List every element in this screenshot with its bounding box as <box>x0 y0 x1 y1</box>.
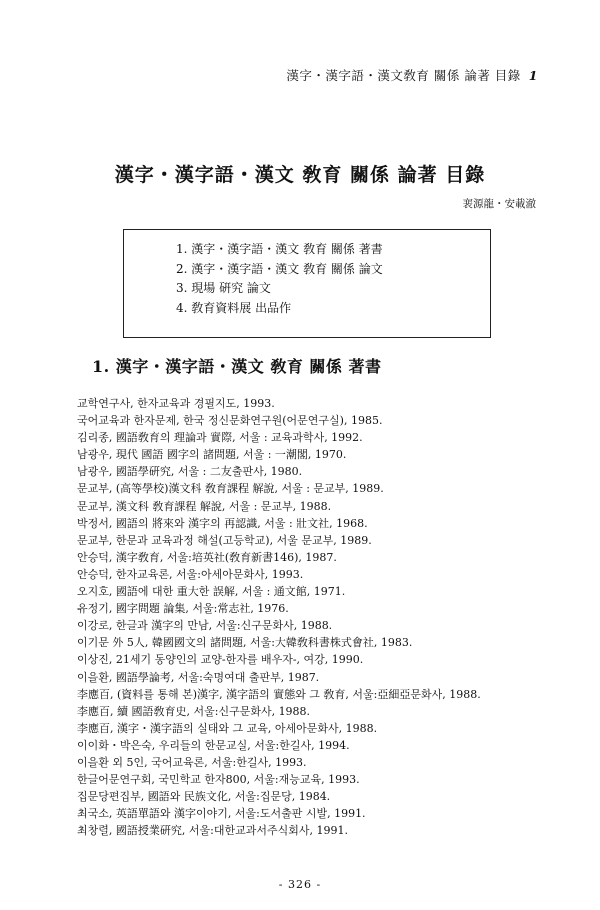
reference-item: 이을환 외 5인, 국어교육론, 서울:한길사, 1993. <box>77 755 307 769</box>
reference-item: 최국소, 英語單語와 漢字이야기, 서울:도서출판 시발, 1991. <box>77 807 366 821</box>
reference-item: 집문당편집부, 國語와 民族文化, 서울:집문당, 1984. <box>77 790 331 804</box>
table-of-contents-box <box>123 229 491 338</box>
reference-item: 이강로, 한글과 漢字의 만남, 서울:신구문화사, 1988. <box>77 619 333 633</box>
reference-item: 李應百, (資料를 통해 본)漢字, 漢字語의 實態와 그 敎育, 서울:亞細亞문화사, 1988. <box>77 687 481 701</box>
running-head <box>286 66 538 84</box>
reference-item: 안승덕, 한자교육론, 서울:아세아문화사, 1993. <box>77 567 304 581</box>
reference-item: 오지호, 國語에 대한 重大한 誤解, 서울 : 通文館, 1971. <box>77 585 346 599</box>
reference-item: 유정기, 國字問題 論集, 서울:常志社, 1976. <box>77 602 289 616</box>
reference-item: 이이화・박은숙, 우리들의 한문교실, 서울:한길사, 1994. <box>77 738 350 752</box>
toc-list <box>176 240 383 318</box>
reference-item: 안승덕, 漢字敎育, 서울:培英社(敎育新書146), 1987. <box>77 550 337 564</box>
reference-item: 이상진, 21세기 동양인의 교양-한자를 배우자-, 여강, 1990. <box>77 653 364 667</box>
reference-item: 이을환, 國語學論考, 서울:숙명여대 출판부, 1987. <box>77 670 320 684</box>
page-number: - 326 - <box>278 878 322 891</box>
toc-item: 1. 漢字・漢字語・漢文 敎育 關係 著書 <box>176 242 383 256</box>
reference-list <box>77 395 577 839</box>
reference-item: 李應百, 續 國語敎育史, 서울:신구문화사, 1988. <box>77 704 311 718</box>
reference-item: 李應百, 漢字・漢字語의 실태와 그 교육, 아세아문화사, 1988. <box>77 721 378 735</box>
running-head-page: 1 <box>528 68 538 83</box>
reference-item: 남광우, 現代 國語 國字의 諸問題, 서울 : 一潮閣, 1970. <box>77 448 347 462</box>
reference-item: 남광우, 國語學硏究, 서울 : 二友출판사, 1980. <box>77 465 303 479</box>
section-heading: 1. 漢字・漢字語・漢文 敎育 關係 著書 <box>92 357 382 376</box>
toc-item: 4. 敎育資料展 出品作 <box>176 300 292 315</box>
reference-item: 문교부, (高等學校)漢文科 敎育課程 解說, 서울 : 문교부, 1989. <box>77 482 384 496</box>
toc-item: 3. 現場 硏究 論文 <box>176 281 271 295</box>
reference-item: 문교부, 한문과 교육과정 해설(고등학교), 서울 문교부, 1989. <box>77 533 372 547</box>
reference-item: 김리종, 國語敎育의 理論과 實際, 서울 : 교육과학사, 1992. <box>77 431 363 445</box>
reference-item: 교학연구사, 한자교육과 경필지도, 1993. <box>77 397 275 410</box>
reference-item: 문교부, 漢文科 敎育課程 解說, 서울 : 문교부, 1988. <box>77 499 332 513</box>
reference-item: 최창렬, 國語授業硏究, 서울:대한교과서주식회사, 1991. <box>77 824 348 838</box>
authors: 裵源龍・安載澈 <box>462 198 536 210</box>
toc-item: 2. 漢字・漢字語・漢文 敎育 關係 論文 <box>176 261 383 276</box>
reference-item: 국어교육과 한자문제, 한국 정신문화연구원(어문연구실), 1985. <box>77 414 383 428</box>
page-title: 漢字・漢字語・漢文 敎育 關係 論著 目錄 <box>114 164 486 186</box>
running-head-text: 漢字・漢字語・漢文敎育 關係 論著 目錄 <box>286 68 521 83</box>
reference-item: 박정서, 國語의 將來와 漢字의 再認識, 서울 : 壯文社, 1968. <box>77 516 368 530</box>
reference-item: 한글어문연구회, 국민학교 한자800, 서울:재능교육, 1993. <box>77 773 360 787</box>
reference-item: 이기문 外 5人, 韓國國文의 諸問題, 서울:大韓敎科書株式會社, 1983. <box>77 636 413 650</box>
